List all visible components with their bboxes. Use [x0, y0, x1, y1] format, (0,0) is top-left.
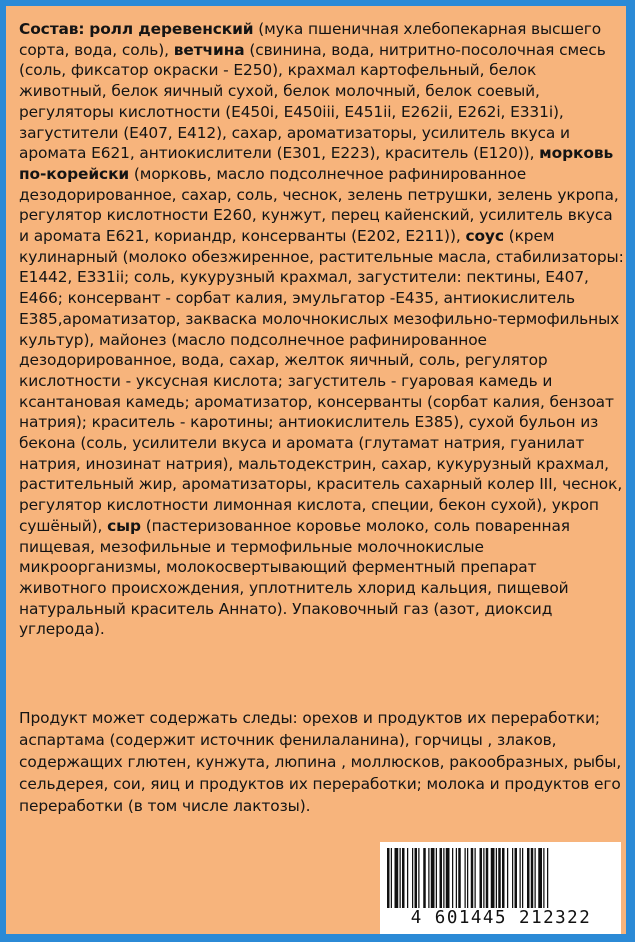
- product-label: [6, 6, 626, 934]
- barcode-bar: [467, 848, 468, 908]
- barcode-bar: [496, 848, 497, 908]
- barcode-bar: [446, 848, 450, 908]
- barcode-bar: [507, 848, 508, 908]
- barcode-bar: [436, 848, 437, 908]
- barcode-bar: [547, 848, 548, 908]
- barcode-bar: [428, 848, 429, 908]
- barcode-bar: [531, 848, 534, 908]
- ingredient-cheese-name: сыр: [107, 516, 141, 535]
- ingredient-ham-desc: (свинина, вода, нитритно-посолочная смесь (соль, фиксатор окраски - Е250), крахмал картофельный, белок животный, белок яичный сухой, белок молочный, белок соевый, регуляторы кислотности (Е450i, Е450iii, Е451ii, Е262ii, Е262i, Е331i), загустители (Е407, Е412), сахар, ароматизаторы, усилитель вкуса и аромата Е621, антиокислители (Е301, Е223), краситель (Е120)),: [19, 40, 606, 163]
- barcode-bar: [538, 848, 542, 908]
- barcode-bar: [456, 848, 457, 908]
- barcode-bar: [543, 848, 544, 908]
- barcode-bar: [458, 848, 461, 908]
- barcode-bar: [452, 848, 453, 908]
- barcode-bar: [391, 848, 392, 908]
- barcode-bar: [407, 848, 408, 908]
- ingredient-carrot-desc: (морковь, масло подсолнечное рафинированное дезодорированное, сахар, соль, чеснок, зелень петрушки, зелень укропа, регулятор кислотности Е260, кунжут, перец кайенский, усилитель вкуса и аромата Е621, кориандр, консерванты (Е202, Е211)),: [19, 164, 619, 246]
- allergens-text: Продукт может содержать следы: орехов и продуктов их переработки; аспартама (содержит источник фенилаланина), горчицы , злаков, содержащих глютен, кунжута, люпина , моллюсков, ракообразных, рыбы, сельдерея, сои, яиц и продуктов их переработки; молока и продуктов его переработки (в том числе лактозы).: [19, 709, 622, 815]
- barcode-bar: [412, 848, 413, 908]
- barcode-bar: [486, 848, 489, 908]
- barcode-digits: 4 601445 212322: [386, 908, 616, 928]
- ingredient-roll-name: ролл деревенский: [89, 20, 254, 38]
- barcode-bar: [512, 848, 513, 908]
- barcode-bar: [402, 848, 405, 908]
- barcode-bar: [440, 848, 443, 908]
- barcode-bar: [498, 848, 501, 908]
- ingredient-cheese-desc: (пастеризованное коровье молоко, соль поваренная пищевая, мезофильные и термофильные молочнокислые микроорганизмы, молокосвертывающий ферментный препарат животного происхождения, уплотнитель хлорид кальция, пищевой натуральный краситель Аннато). Упаковочный газ (азот, диоксид углерода).: [19, 516, 570, 639]
- barcode-bar: [431, 848, 435, 908]
- composition-text: [19, 19, 627, 640]
- barcode-bar: [527, 848, 530, 908]
- barcode-bar: [465, 848, 466, 908]
- ingredient-roll-desc: (мука пшеничная хлебопекарная высшего сорта, вода, соль),: [19, 20, 602, 59]
- barcode-bar: [418, 848, 419, 908]
- barcode-bar: [520, 848, 521, 908]
- barcode-bar: [535, 848, 536, 908]
- composition-label: Состав:: [19, 20, 85, 38]
- barcode-bar: [400, 848, 401, 908]
- barcode-bar: [480, 848, 483, 908]
- barcode-bar: [443, 848, 444, 908]
- ingredient-carrot-name: морковь по-корейски: [19, 144, 614, 183]
- ingredient-sauce-name: соус: [465, 227, 504, 246]
- ingredient-sauce-desc: (крем кулинарный (молоко обезжиренное, растительные масла, стабилизаторы: Е1442, Е331ii; соль, кукурузный крахмал, загустители: пектины, Е407, Е466; консервант - сорбат калия, эмульгатор -Е435, антиокислитель Е385,ароматизатор, закваска молочнокислых мезофильно-термофильных культур), майонез (масло подсолнечное рафинированное дезодорированное, вода, сахар, желток яичный, соль, регулятор кислотности - уксусная кислота; загуститель - гуаровая камедь и ксантановая камедь; ароматизатор, консерванты (сорбат калия, бензоат натрия); краситель - каротины; антиокислитель Е385), сухой бульон из бекона (соль, усилители вкуса и аромата (глутамат натрия, гуанилат натрия, инозинат натрия), мальтодекстрин, сахар, кукурузный крахмал, растительный жир, ароматизаторы, краситель сахарный колер III, чеснок, регулятор кислотности лимонная кислота, специи, бекон сухой), укроп сушёный),: [19, 227, 624, 535]
- barcode-bar: [475, 848, 476, 908]
- barcode-bar: [483, 848, 484, 908]
- barcode-bar: [395, 848, 399, 908]
- barcode-bar: [491, 848, 495, 908]
- barcode-bar: [515, 848, 518, 908]
- barcode-bar: [471, 848, 474, 908]
- barcode-bar: [522, 848, 523, 908]
- ingredient-ham-name: ветчина: [173, 40, 245, 59]
- barcode: [380, 842, 621, 934]
- barcode-bar: [423, 848, 426, 908]
- barcode-bar: [502, 848, 505, 908]
- barcode-bar: [387, 848, 390, 908]
- barcode-bar: [415, 848, 418, 908]
